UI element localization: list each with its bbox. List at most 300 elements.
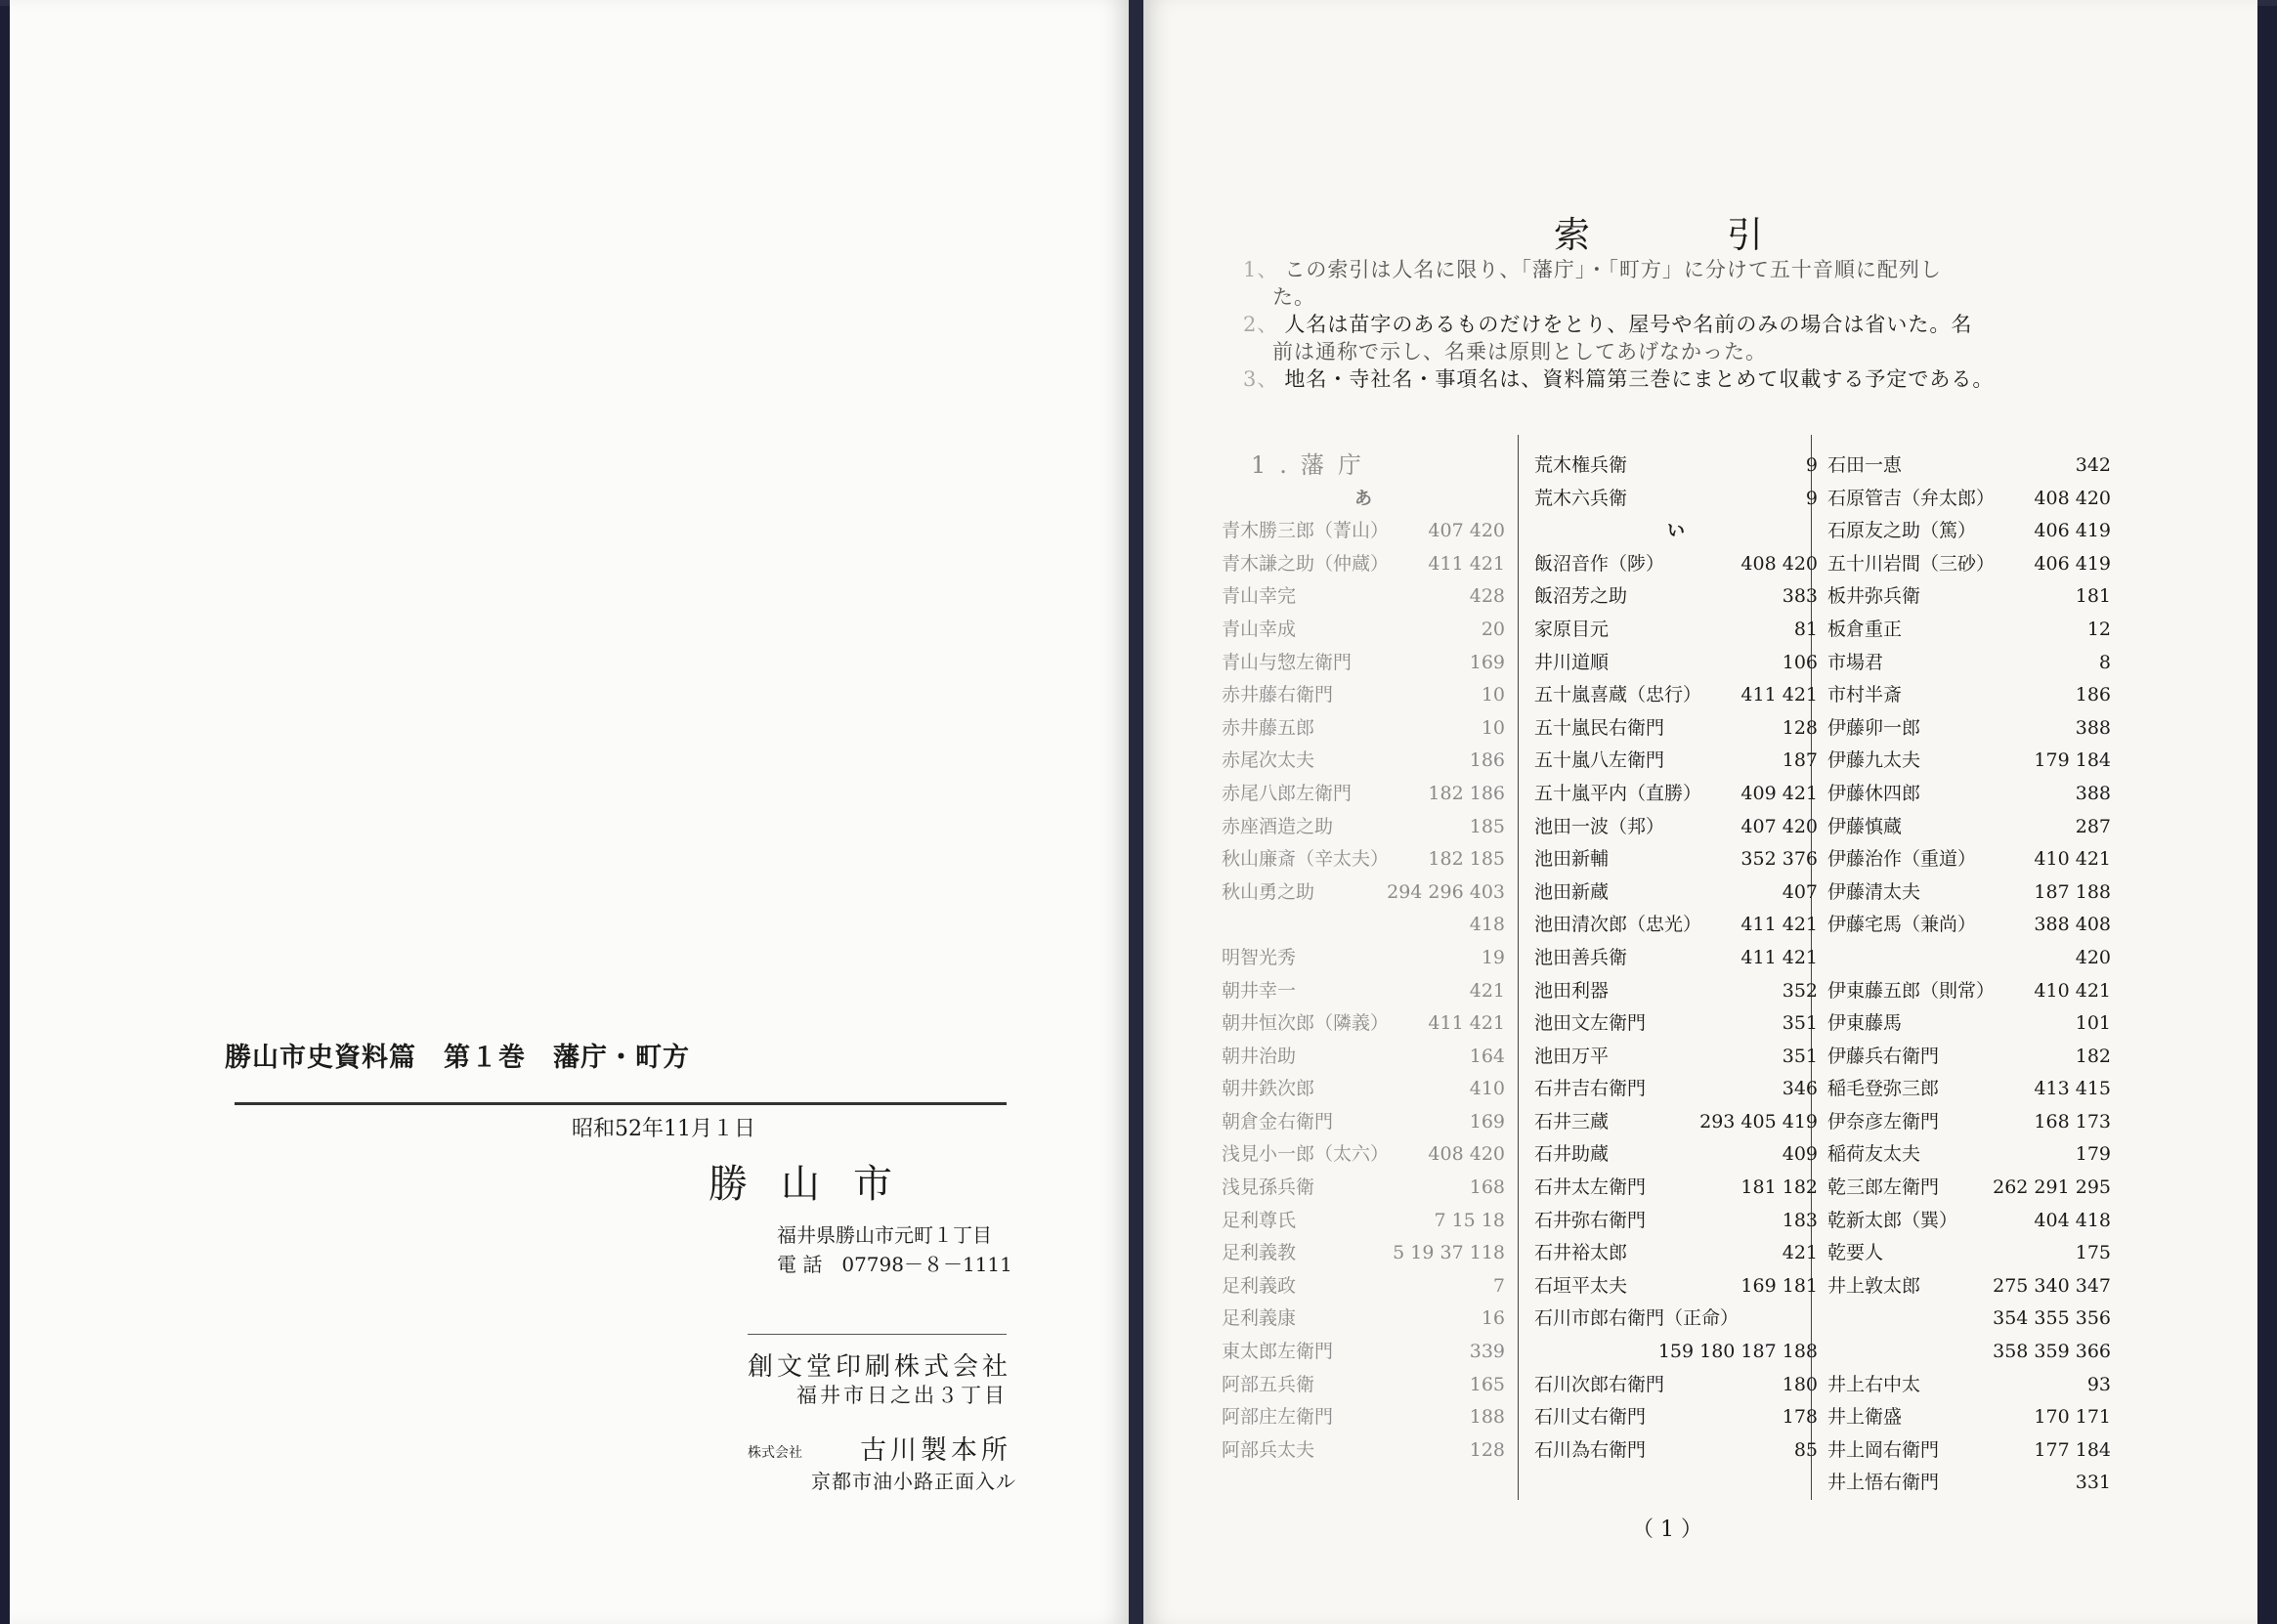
- index-entry: [1534, 679, 1818, 712]
- entry-pages: 20: [1481, 618, 1505, 640]
- entry-pages: 352 376: [1740, 848, 1818, 871]
- entry-pages: 388: [2075, 716, 2111, 739]
- entry-pages: 180: [1782, 1373, 1818, 1395]
- entry-name: 朝井治助: [1222, 1045, 1297, 1067]
- index-entry: [1222, 1138, 1505, 1172]
- entry-name: 五十川岩間（三砂）: [1827, 552, 1996, 575]
- index-entry: [1827, 1237, 2111, 1270]
- entry-pages: 407 420: [1740, 815, 1818, 837]
- index-entry: [1534, 745, 1818, 778]
- index-entry-continuation: [1827, 1336, 2111, 1369]
- entry-pages: 85: [1793, 1438, 1818, 1461]
- entry-pages: 418: [1469, 914, 1505, 936]
- index-entry: [1222, 1434, 1505, 1468]
- entry-name: 乾三郎左衛門: [1827, 1176, 1940, 1199]
- entry-name: 足利義教: [1222, 1242, 1297, 1264]
- index-column-3: [1827, 449, 2111, 1500]
- entry-name: 赤井藤五郎: [1222, 716, 1315, 739]
- entry-pages: 8: [2098, 651, 2111, 673]
- entry-pages: 182: [2075, 1045, 2111, 1067]
- entry-name: 石井吉右衛門: [1534, 1078, 1647, 1100]
- entry-name: 東太郎左衛門: [1222, 1341, 1334, 1363]
- entry-name: 足利義政: [1222, 1274, 1297, 1297]
- entry-pages: 410: [1469, 1078, 1505, 1100]
- entry-pages: 187 188: [2034, 880, 2111, 903]
- index-entry: [1222, 745, 1505, 778]
- index-entry: [1222, 975, 1505, 1008]
- entry-pages: 169 181: [1740, 1274, 1818, 1297]
- entry-name: 池田善兵衛: [1534, 946, 1628, 968]
- index-entry: [1222, 679, 1505, 712]
- entry-name: 市場君: [1827, 651, 1884, 673]
- entry-name: 石川市郎右衛門（正命）: [1534, 1307, 1740, 1330]
- index-entry: [1827, 975, 2111, 1008]
- index-entry: [1222, 811, 1505, 844]
- note-text: た。: [1272, 285, 1315, 309]
- entry-pages: 182 186: [1428, 782, 1505, 804]
- index-entry: [1222, 1336, 1505, 1369]
- index-entry: [1827, 712, 2111, 746]
- index-entry: [1534, 1270, 1818, 1303]
- index-entry: [1534, 614, 1818, 647]
- entry-pages: 411 421: [1428, 552, 1505, 575]
- left-page: [10, 0, 1129, 1624]
- entry-pages: 165: [1469, 1373, 1505, 1395]
- entry-name: 荒木権兵衛: [1534, 454, 1628, 476]
- entry-name: 青山与惣左衛門: [1222, 651, 1353, 673]
- entry-name: 石垣平太夫: [1534, 1274, 1628, 1297]
- index-entry: [1222, 1369, 1505, 1402]
- entry-pages: 287: [2075, 815, 2111, 837]
- entry-name: 板井弥兵衛: [1827, 585, 1921, 608]
- entry-name: 井上敦太郎: [1827, 1274, 1921, 1297]
- entry-name: 石井助蔵: [1534, 1143, 1610, 1166]
- index-entry: [1222, 515, 1505, 548]
- entry-name: 阿部五兵衛: [1222, 1373, 1315, 1395]
- entry-name: 青山幸完: [1222, 585, 1297, 608]
- index-entry: [1827, 745, 2111, 778]
- index-entry: [1827, 876, 2111, 910]
- entry-pages: 413 415: [2034, 1078, 2111, 1100]
- entry-name: 伊藤九太夫: [1827, 749, 1921, 772]
- entry-pages: 12: [2086, 618, 2111, 640]
- index-entry: [1222, 843, 1505, 876]
- index-entry: [1222, 942, 1505, 975]
- entry-name: 青木勝三郎（菁山）: [1222, 520, 1390, 542]
- entry-pages: 420: [2075, 946, 2111, 968]
- note-number: 1、: [1243, 258, 1279, 281]
- index-entry: [1534, 778, 1818, 811]
- entry-pages: 182 185: [1428, 848, 1505, 871]
- column-divider: [1518, 435, 1519, 1500]
- entry-name: 家原目元: [1534, 618, 1610, 640]
- note-text: 前は通称で示し、名乗は原則としてあげなかった。: [1272, 340, 1767, 363]
- entry-pages: 404 418: [2034, 1209, 2111, 1231]
- colophon-rule: [235, 1102, 1007, 1105]
- index-entry: [1222, 778, 1505, 811]
- note-text: 人名は苗字のあるものだけをとり、屋号や名前のみの場合は省いた。名: [1284, 313, 1973, 336]
- entry-pages: 351: [1782, 1012, 1818, 1035]
- index-entry: [1827, 1369, 2111, 1402]
- entry-pages: 275 340 347: [1993, 1274, 2111, 1297]
- entry-pages: 16: [1481, 1307, 1505, 1330]
- entry-name: 朝井恒次郎（隣義）: [1222, 1012, 1390, 1035]
- printer-name: 創文堂印刷株式会社: [748, 1352, 1012, 1382]
- index-entry: [1222, 1270, 1505, 1303]
- index-entry: [1222, 614, 1505, 647]
- index-entry-continuation: [1534, 1336, 1818, 1369]
- index-entry: [1534, 712, 1818, 746]
- index-entry: [1534, 1369, 1818, 1402]
- entry-pages: 421: [1469, 979, 1505, 1002]
- entry-pages: 410 421: [2034, 848, 2111, 871]
- entry-pages: 179 184: [2034, 749, 2111, 772]
- index-entry: [1534, 942, 1818, 975]
- entry-pages: 407: [1782, 880, 1818, 903]
- index-entry: [1222, 1041, 1505, 1074]
- entry-pages: 5 19 37 118: [1393, 1242, 1505, 1264]
- entry-name: 伊藤兵右衛門: [1827, 1045, 1940, 1067]
- entry-name: 伊藤宅馬（兼尚）: [1827, 914, 1977, 936]
- entry-name: 市村半斎: [1827, 684, 1903, 706]
- index-title: 索引: [1554, 214, 1900, 256]
- entry-pages: 168: [1469, 1176, 1505, 1199]
- entry-pages: 406 419: [2034, 552, 2111, 575]
- entry-pages: 342: [2075, 454, 2111, 476]
- entry-name: 五十嵐平内（直勝）: [1534, 782, 1702, 804]
- index-entry: [1534, 1172, 1818, 1205]
- index-entry: [1827, 1205, 2111, 1238]
- entry-pages: 186: [2075, 684, 2111, 706]
- note-number: 3、: [1243, 367, 1279, 391]
- entry-pages: 411 421: [1740, 946, 1818, 968]
- entry-pages: 351: [1782, 1045, 1818, 1067]
- entry-pages: 294 296 403: [1387, 880, 1505, 903]
- index-entry: [1827, 843, 2111, 876]
- entry-name: 石川次郎右衛門: [1534, 1373, 1665, 1395]
- entry-name: 乾新太郎（巽）: [1827, 1209, 1958, 1231]
- entry-name: 池田万平: [1534, 1045, 1610, 1067]
- entry-pages: 170 171: [2034, 1406, 2111, 1429]
- entry-pages: 181 182: [1740, 1176, 1818, 1199]
- index-entry: [1827, 580, 2111, 614]
- index-entry: [1827, 647, 2111, 680]
- entry-pages: 183: [1782, 1209, 1818, 1231]
- entry-name: 伊東藤五郎（則常）: [1827, 979, 1996, 1002]
- index-entry: [1222, 1205, 1505, 1238]
- entry-name: 阿部庄左衛門: [1222, 1406, 1334, 1429]
- index-entry: [1534, 1237, 1818, 1270]
- entry-pages: 186: [1469, 749, 1505, 772]
- entry-pages: 262 291 295: [1993, 1176, 2111, 1199]
- entry-name: 明智光秀: [1222, 946, 1297, 968]
- entry-name: 稲荷友太夫: [1827, 1143, 1921, 1166]
- index-column-2: [1534, 449, 1818, 1467]
- index-entry: [1534, 1106, 1818, 1139]
- entry-pages: 93: [2086, 1373, 2111, 1395]
- index-entry: [1827, 1270, 2111, 1303]
- index-entry: [1534, 909, 1818, 942]
- entry-name: 秋山勇之助: [1222, 880, 1315, 903]
- printer-rule: [748, 1334, 1007, 1335]
- entry-pages: 410 421: [2034, 979, 2111, 1002]
- index-entry: [1222, 1303, 1505, 1336]
- entry-name: 朝井鉄次郎: [1222, 1078, 1315, 1100]
- entry-pages: 421: [1782, 1242, 1818, 1264]
- entry-pages: 128: [1782, 716, 1818, 739]
- entry-pages: 388: [2075, 782, 2111, 804]
- index-entry: [1222, 712, 1505, 746]
- entry-name: 足利義康: [1222, 1307, 1297, 1330]
- right-page: [1143, 0, 2257, 1624]
- entry-pages: 164: [1469, 1045, 1505, 1067]
- entry-name: 五十嵐民右衛門: [1534, 716, 1665, 739]
- index-note-line: [1243, 338, 2230, 365]
- index-entry: [1534, 483, 1818, 516]
- entry-name: 五十嵐八左衛門: [1534, 749, 1665, 772]
- book-gutter: [1129, 0, 1143, 1624]
- index-entry: [1534, 449, 1818, 483]
- index-entry: [1827, 1007, 2111, 1041]
- entry-name: 板倉重正: [1827, 618, 1903, 640]
- index-entry: [1827, 1467, 2111, 1500]
- index-entry: [1534, 1138, 1818, 1172]
- note-number: 2、: [1243, 313, 1279, 336]
- entry-name: 赤座酒造之助: [1222, 815, 1334, 837]
- entry-pages: 169: [1469, 651, 1505, 673]
- index-entry: [1827, 483, 2111, 516]
- entry-pages: 409: [1782, 1143, 1818, 1166]
- index-entry: [1827, 679, 2111, 712]
- entry-pages: 354 355 356: [1993, 1307, 2111, 1330]
- entry-pages: 9: [1805, 454, 1818, 476]
- entry-pages: 408 420: [1740, 552, 1818, 575]
- index-entry: [1827, 1106, 2111, 1139]
- index-entry: [1827, 1138, 2111, 1172]
- index-entry: [1222, 1007, 1505, 1041]
- entry-name: 赤尾次太夫: [1222, 749, 1315, 772]
- kana-heading: あ: [1354, 488, 1372, 509]
- entry-name: 伊藤治作（重道）: [1827, 848, 1977, 871]
- index-entry: [1827, 909, 2111, 942]
- entry-name: 伊奈彦左衛門: [1827, 1110, 1940, 1133]
- index-entry: [1222, 1401, 1505, 1434]
- index-entry-continuation: [1827, 942, 2111, 975]
- entry-pages: 181: [2075, 585, 2111, 608]
- entry-name: 池田利器: [1534, 979, 1610, 1002]
- entry-name: 石井三蔵: [1534, 1110, 1610, 1133]
- index-column-1: [1222, 449, 1505, 1467]
- index-entry-continuation: [1827, 1303, 2111, 1336]
- entry-pages: 128: [1469, 1438, 1505, 1461]
- printer-address: 福井市日之出３丁目: [796, 1384, 1008, 1407]
- index-entry: [1534, 1041, 1818, 1074]
- index-notes: [1243, 256, 2230, 393]
- entry-name: 朝倉金右衛門: [1222, 1110, 1334, 1133]
- entry-pages: 81: [1793, 618, 1818, 640]
- index-entry: [1534, 1205, 1818, 1238]
- index-entry: [1222, 548, 1505, 581]
- kana-heading: い: [1667, 521, 1685, 542]
- index-entry: [1534, 1401, 1818, 1434]
- index-entry: [1534, 1073, 1818, 1106]
- entry-name: 飯沼芳之助: [1534, 585, 1628, 608]
- entry-pages: 408 420: [2034, 487, 2111, 509]
- publisher-phone: 電 話 07798－８－1111: [777, 1253, 1012, 1276]
- index-entry-continuation: [1222, 909, 1505, 942]
- index-entry: [1222, 876, 1505, 910]
- index-entry: [1827, 614, 2111, 647]
- entry-name: 井川道順: [1534, 651, 1610, 673]
- index-entry: [1222, 1106, 1505, 1139]
- entry-name: 浅見孫兵衛: [1222, 1176, 1315, 1199]
- entry-name: 石井裕太郎: [1534, 1242, 1628, 1264]
- entry-pages: 346: [1782, 1078, 1818, 1100]
- index-note-line: [1243, 365, 2230, 393]
- index-entry: [1222, 1073, 1505, 1106]
- entry-name: 石井弥右衛門: [1534, 1209, 1647, 1231]
- entry-pages: 101: [2075, 1012, 2111, 1035]
- entry-pages: 406 419: [2034, 520, 2111, 542]
- publisher-name: 勝山市: [709, 1162, 925, 1207]
- index-entry: [1827, 1434, 2111, 1468]
- index-entry: [1222, 1172, 1505, 1205]
- index-entry: [1534, 811, 1818, 844]
- entry-pages: 19: [1481, 946, 1505, 968]
- index-entry: [1534, 548, 1818, 581]
- index-entry: [1827, 1073, 2111, 1106]
- entry-name: 池田清次郎（忠光）: [1534, 914, 1702, 936]
- entry-pages: 411 421: [1740, 684, 1818, 706]
- index-entry: [1534, 975, 1818, 1008]
- entry-pages: 9: [1805, 487, 1818, 509]
- entry-name: 阿部兵太夫: [1222, 1438, 1315, 1461]
- publisher-address: 福井県勝山市元町１丁目: [777, 1223, 992, 1247]
- binder-prefix: 株式会社: [748, 1445, 802, 1461]
- entry-pages: 169: [1469, 1110, 1505, 1133]
- entry-pages: 293 405 419: [1699, 1110, 1818, 1133]
- colophon-title: 勝山市史資料篇 第１巻 藩庁・町方: [225, 1043, 690, 1073]
- index-entry: [1827, 811, 2111, 844]
- index-note-line: [1243, 311, 2230, 338]
- entry-name: 井上衛盛: [1827, 1406, 1903, 1429]
- entry-pages: 7 15 18: [1434, 1209, 1505, 1231]
- entry-name: 稲毛登弥三郎: [1827, 1078, 1940, 1100]
- entry-name: 乾要人: [1827, 1242, 1884, 1264]
- entry-name: 浅見小一郎（太六）: [1222, 1143, 1390, 1166]
- entry-name: 五十嵐喜蔵（忠行）: [1534, 684, 1702, 706]
- entry-pages: 411 421: [1740, 914, 1818, 936]
- index-entry: [1534, 843, 1818, 876]
- entry-pages: 407 420: [1428, 520, 1505, 542]
- entry-name: 荒木六兵衛: [1534, 487, 1628, 509]
- entry-pages: 331: [2075, 1472, 2111, 1494]
- index-note-line: [1243, 256, 2230, 283]
- index-entry: [1534, 1007, 1818, 1041]
- entry-pages: 428: [1469, 585, 1505, 608]
- entry-name: 伊藤清太夫: [1827, 880, 1921, 903]
- page-number: （ 1 ）: [1632, 1517, 1702, 1542]
- entry-name: 石川丈右衛門: [1534, 1406, 1647, 1429]
- entry-name: 伊藤慎蔵: [1827, 815, 1903, 837]
- entry-name: 赤井藤右衛門: [1222, 684, 1334, 706]
- entry-pages: 10: [1481, 716, 1505, 739]
- entry-name: 朝井幸一: [1222, 979, 1297, 1002]
- entry-name: 青山幸成: [1222, 618, 1297, 640]
- entry-pages: 10: [1481, 684, 1505, 706]
- index-entry: [1827, 515, 2111, 548]
- entry-name: 池田新輔: [1534, 848, 1610, 871]
- index-entry: [1534, 580, 1818, 614]
- index-entry: [1827, 1172, 2111, 1205]
- entry-pages: 106: [1782, 651, 1818, 673]
- entry-pages: 339: [1469, 1341, 1505, 1363]
- entry-pages: 188: [1469, 1406, 1505, 1429]
- binder-address: 京都市油小路正面入ル: [811, 1470, 1016, 1493]
- entry-pages: 411 421: [1428, 1012, 1505, 1035]
- index-entry: [1827, 548, 2111, 581]
- entry-name: 秋山廉斎（辛太夫）: [1222, 848, 1390, 871]
- entry-name: 井上岡右衛門: [1827, 1438, 1940, 1461]
- entry-name: 石川為右衛門: [1534, 1438, 1647, 1461]
- entry-name: 池田一波（邦）: [1534, 815, 1665, 837]
- index-entry: [1534, 876, 1818, 910]
- entry-name: 石原友之助（篤）: [1827, 520, 1977, 542]
- index-entry: [1222, 647, 1505, 680]
- entry-name: 足利尊氏: [1222, 1209, 1297, 1231]
- index-entry: [1222, 580, 1505, 614]
- entry-name: 伊藤卯一郎: [1827, 716, 1921, 739]
- section-heading: 1.藩庁: [1251, 451, 1375, 479]
- entry-name: 石井太左衛門: [1534, 1176, 1647, 1199]
- index-entry: [1827, 449, 2111, 483]
- entry-pages: 409 421: [1740, 782, 1818, 804]
- index-note-line: [1243, 283, 2230, 311]
- entry-pages: 383: [1782, 585, 1818, 608]
- entry-name: 井上悟右衛門: [1827, 1472, 1940, 1494]
- entry-pages: 159 180 187 188: [1657, 1341, 1818, 1363]
- entry-name: 伊藤休四郎: [1827, 782, 1921, 804]
- entry-pages: [1810, 1303, 1818, 1336]
- entry-pages: 352: [1782, 979, 1818, 1002]
- entry-pages: 175: [2075, 1242, 2111, 1264]
- note-text: この索引は人名に限り、「藩庁」・「町方」に分けて五十音順に配列し: [1284, 258, 1942, 281]
- entry-pages: 388 408: [2034, 914, 2111, 936]
- binder-name: 古川製本所: [860, 1435, 1011, 1466]
- entry-name: 赤尾八郎左衛門: [1222, 782, 1353, 804]
- entry-name: 石原管吉（弁太郎）: [1827, 487, 1996, 509]
- index-entry: [1827, 778, 2111, 811]
- entry-pages: 187: [1782, 749, 1818, 772]
- entry-pages: 177 184: [2034, 1438, 2111, 1461]
- entry-name: 青木謙之助（仲蔵）: [1222, 552, 1390, 575]
- index-entry: [1222, 1237, 1505, 1270]
- index-entry: [1534, 647, 1818, 680]
- entry-name: 池田新蔵: [1534, 880, 1610, 903]
- note-text: 地名・寺社名・事項名は、資料篇第三巻にまとめて収載する予定である。: [1284, 367, 1995, 391]
- entry-pages: 179: [2075, 1143, 2111, 1166]
- entry-pages: 408 420: [1428, 1143, 1505, 1166]
- entry-name: 井上右中太: [1827, 1373, 1921, 1395]
- index-entry: [1534, 1303, 1818, 1336]
- publication-date: 昭和52年11月１日: [572, 1117, 755, 1141]
- entry-name: 池田文左衛門: [1534, 1012, 1647, 1035]
- entry-pages: 7: [1492, 1274, 1505, 1297]
- entry-name: 石田一恵: [1827, 454, 1903, 476]
- entry-name: 伊東藤馬: [1827, 1012, 1903, 1035]
- entry-pages: 168 173: [2034, 1110, 2111, 1133]
- index-entry: [1827, 1401, 2111, 1434]
